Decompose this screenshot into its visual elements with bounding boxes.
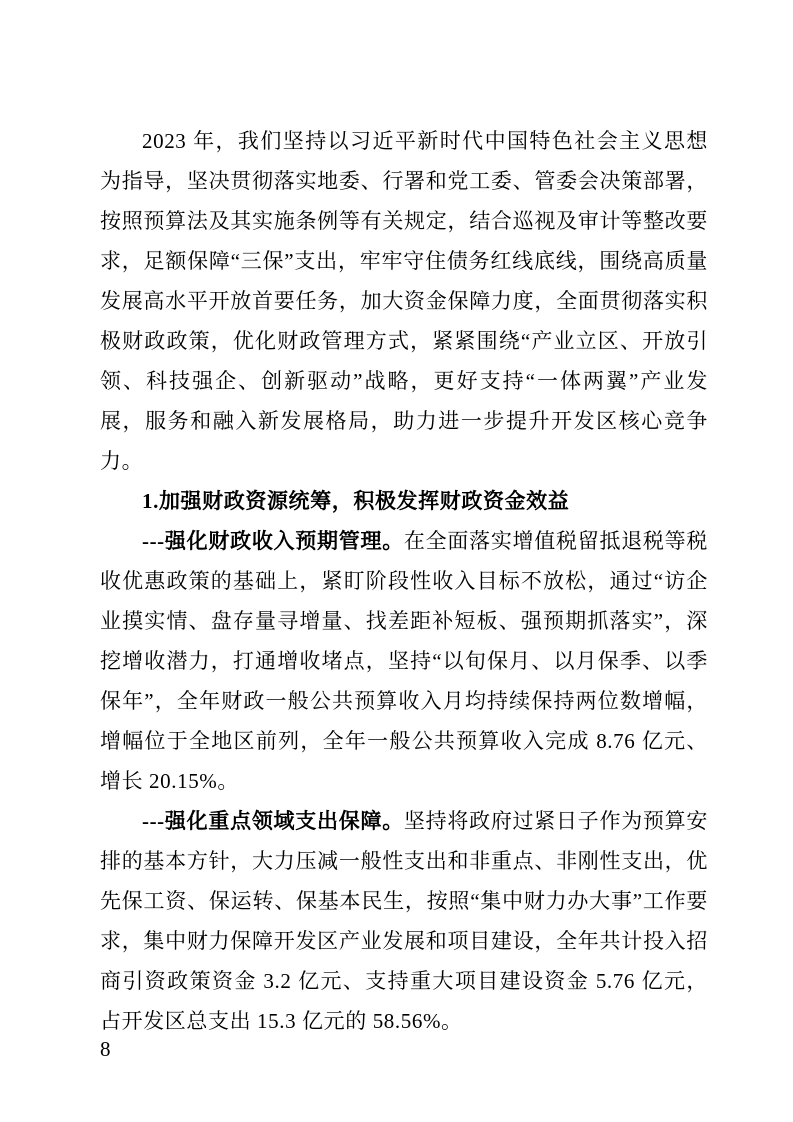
paragraph-expenditure-guarantee-text: 坚持将政府过紧日子作为预算安排的基本方针，大力压减一般性支出和非重点、非刚性支出，优先保工资、保运转、保基本民生，按照“集中财力办大事”工作要求，集中财力保障开发区产业发展和项目建设，全年共计投入招商引资政策资金 3.2 亿元、支持重大项目建设资金 5.76 亿元，占开发区总支出 15.3 亿元的 58.56%。	[100, 809, 708, 1033]
paragraph-revenue-management-text: 在全面落实增值税留抵退税等税收优惠政策的基础上，紧盯阶段性收入目标不放松，通过“访企业摸实情、盘存量寻增量、找差距补短板、强预期抓落实”，深挖增收潜力，打通增收堵点，坚持“以旬保月、以月保季、以季保年”，全年财政一般公共预算收入月均持续保持两位数增幅，增幅位于全地区前列，全年一般公共预算收入完成 8.76 亿元、增长 20.15%。	[100, 529, 708, 793]
document-body	[100, 121, 708, 1041]
paragraph-overview-text: 2023 年，我们坚持以习近平新时代中国特色社会主义思想为指导，坚决贯彻落实地委、行署和党工委、管委会决策部署，按照预算法及其实施条例等有关规定，结合巡视及审计等整改要求，足额保障“三保”支出，牢牢守住债务红线底线，围绕高质量发展高水平开放首要任务，加大资金保障力度，全面贯彻落实积极财政政策，优化财政管理方式，紧紧围绕“产业立区、开放引领、科技强企、创新驱动”战略，更好支持“一体两翼”产业发展，服务和融入新发展格局，助力进一步提升开发区核心竞争力。	[100, 129, 708, 473]
paragraph-overview	[100, 121, 708, 481]
paragraph-revenue-management-lead: ---强化财政收入预期管理。	[142, 529, 404, 553]
paragraph-revenue-management	[100, 521, 708, 801]
section-heading	[100, 481, 708, 521]
page-number: 8	[100, 1037, 111, 1061]
section-heading-text: 1.加强财政资源统筹，积极发挥财政资金效益	[142, 489, 570, 513]
paragraph-expenditure-guarantee	[100, 801, 708, 1041]
paragraph-expenditure-guarantee-lead: ---强化重点领域支出保障。	[142, 809, 404, 833]
